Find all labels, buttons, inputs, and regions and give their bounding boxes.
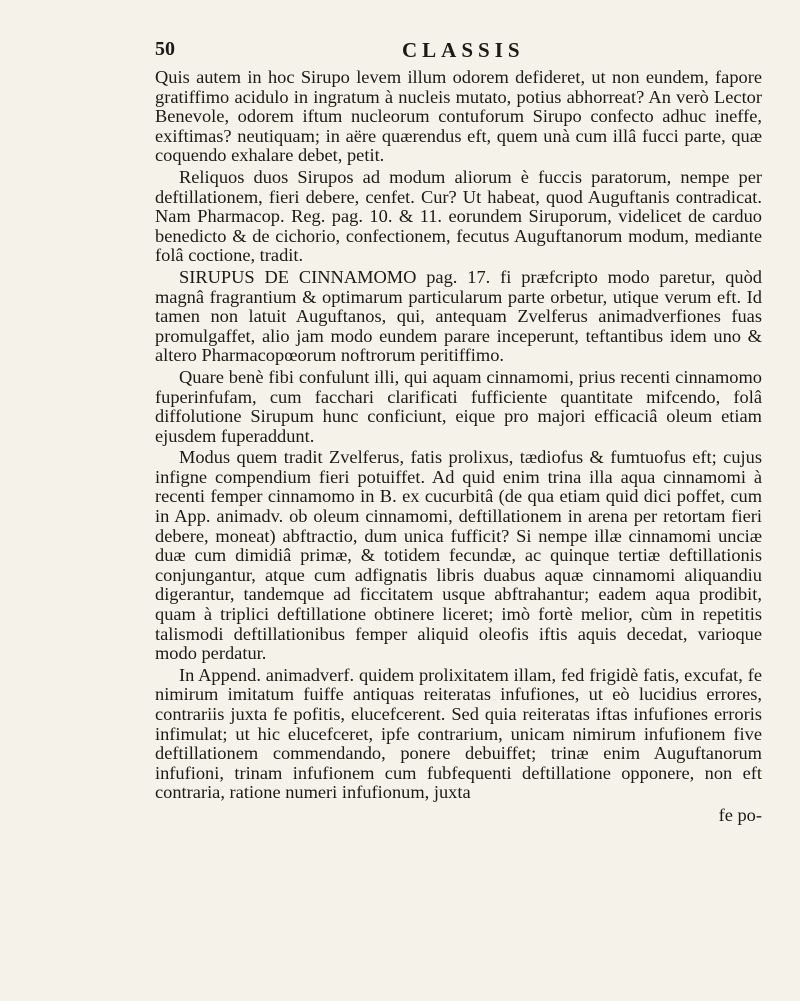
page-header bbox=[155, 38, 762, 60]
paragraph: SIRUPUS DE CINNAMOMO pag. 17. fi præfcripto modo paretur, quòd magnâ fragrantium & optimarum particularum parte orbetur, utique verum eft. Id tamen non latuit Auguftanos, qui, antequam Zvelferus animadverfiones fuas promulgaffet, alio jam modo eundem parare inceperunt, teftantibus idem uno & altero Pharmacopœorum noftrorum peritiffimo. bbox=[155, 266, 762, 366]
running-title: CLASSIS bbox=[402, 38, 525, 62]
catchword: fe po- bbox=[718, 804, 762, 825]
paragraph: Reliquos duos Sirupos ad modum aliorum è fuccis paratorum, nempe per deftillationem, fieri debere, cenfet. Cur? Ut habeat, quod Auguftanis contradicat. Nam Pharmacop. Reg. pag. 10. & 11. eorundem Siruporum, videlicet de carduo benedicto & de cichorio, confectionem, fecutus Auguftanorum modum, mediante folâ coctione, tradit. bbox=[155, 166, 762, 266]
page-number: 50 bbox=[155, 38, 175, 60]
paragraph: Modus quem tradit Zvelferus, fatis prolixus, tædiofus & fumtuofus eft; cujus infigne compendium fieri potuiffet. Ad quid enim trina illa aqua cinnamomi à recenti femper cinnamomo in B. ex cucurbitâ (de qua etiam quid dici poffet, cum in App. animadv. ob oleum cinnamomi, deftillationem in arena per retortam fieri debere, moneat) abftractio, dum unica fufficit? Si nempe illæ cinnamomi unciæ duæ cum dimidiâ primæ, & totidem fecundæ, ac quinque tertiæ deftillationis conjungantur, atque cum adfignatis libris duabus aquæ cinnamomi aliquandiu digerantur, tandemque ad ficcitatem usque abftrahantur; eadem aqua prodibit, quam à triplici deftillatione obtinere liceret; imò fortè melior, cùm in repetitis talismodi deftillationibus femper aliquid oleofis iftis aquis decedat, varioque modo perdatur. bbox=[155, 447, 762, 664]
paragraph: Quis autem in hoc Sirupo levem illum odorem defideret, ut non eundem, fapore gratiffimo acidulo in ingratum à nucleis mutato, potius abhorreat? An verò Lector Benevole, odorem iftum nucleorum contuforum Sirupo confecto adhuc ineffe, exiftimas? neutiquam; in aëre quærendus eft, quem unà cum illâ fucci parte, quæ coquendo exhalare debet, petit. bbox=[155, 67, 762, 166]
paragraph: In Append. animadverf. quidem prolixitatem illam, fed frigidè fatis, excufat, fe nimirum imitatum fuiffe antiquas reiteratas infufiones, ut eò lucidius errores, contrariis juxta fe pofitis, elucefcerent. Sed quia reiteratas iftas infufiones erroris infimulat; ut hic elucefceret, ipfe contrarium, unicam nimirum infufionem five deftillationem commendando, ponere debuiffet; trinæ enim Auguftanorum infufioni, trinam infufionem cum fubfequenti deftillatione opponere, non eft contraria, ratione numeri infufionum, juxta bbox=[155, 664, 762, 803]
body-text bbox=[155, 68, 762, 803]
paragraph: Quare benè fibi confulunt illi, qui aquam cinnamomi, prius recenti cinnamomo fuperinfufam, cum facchari clarificati fufficiente quantitate mifcendo, folâ diffolutione Sirupum hunc conficiunt, eique pro majori efficaciâ oleum etiam ejusdem fuperaddunt. bbox=[155, 366, 762, 446]
